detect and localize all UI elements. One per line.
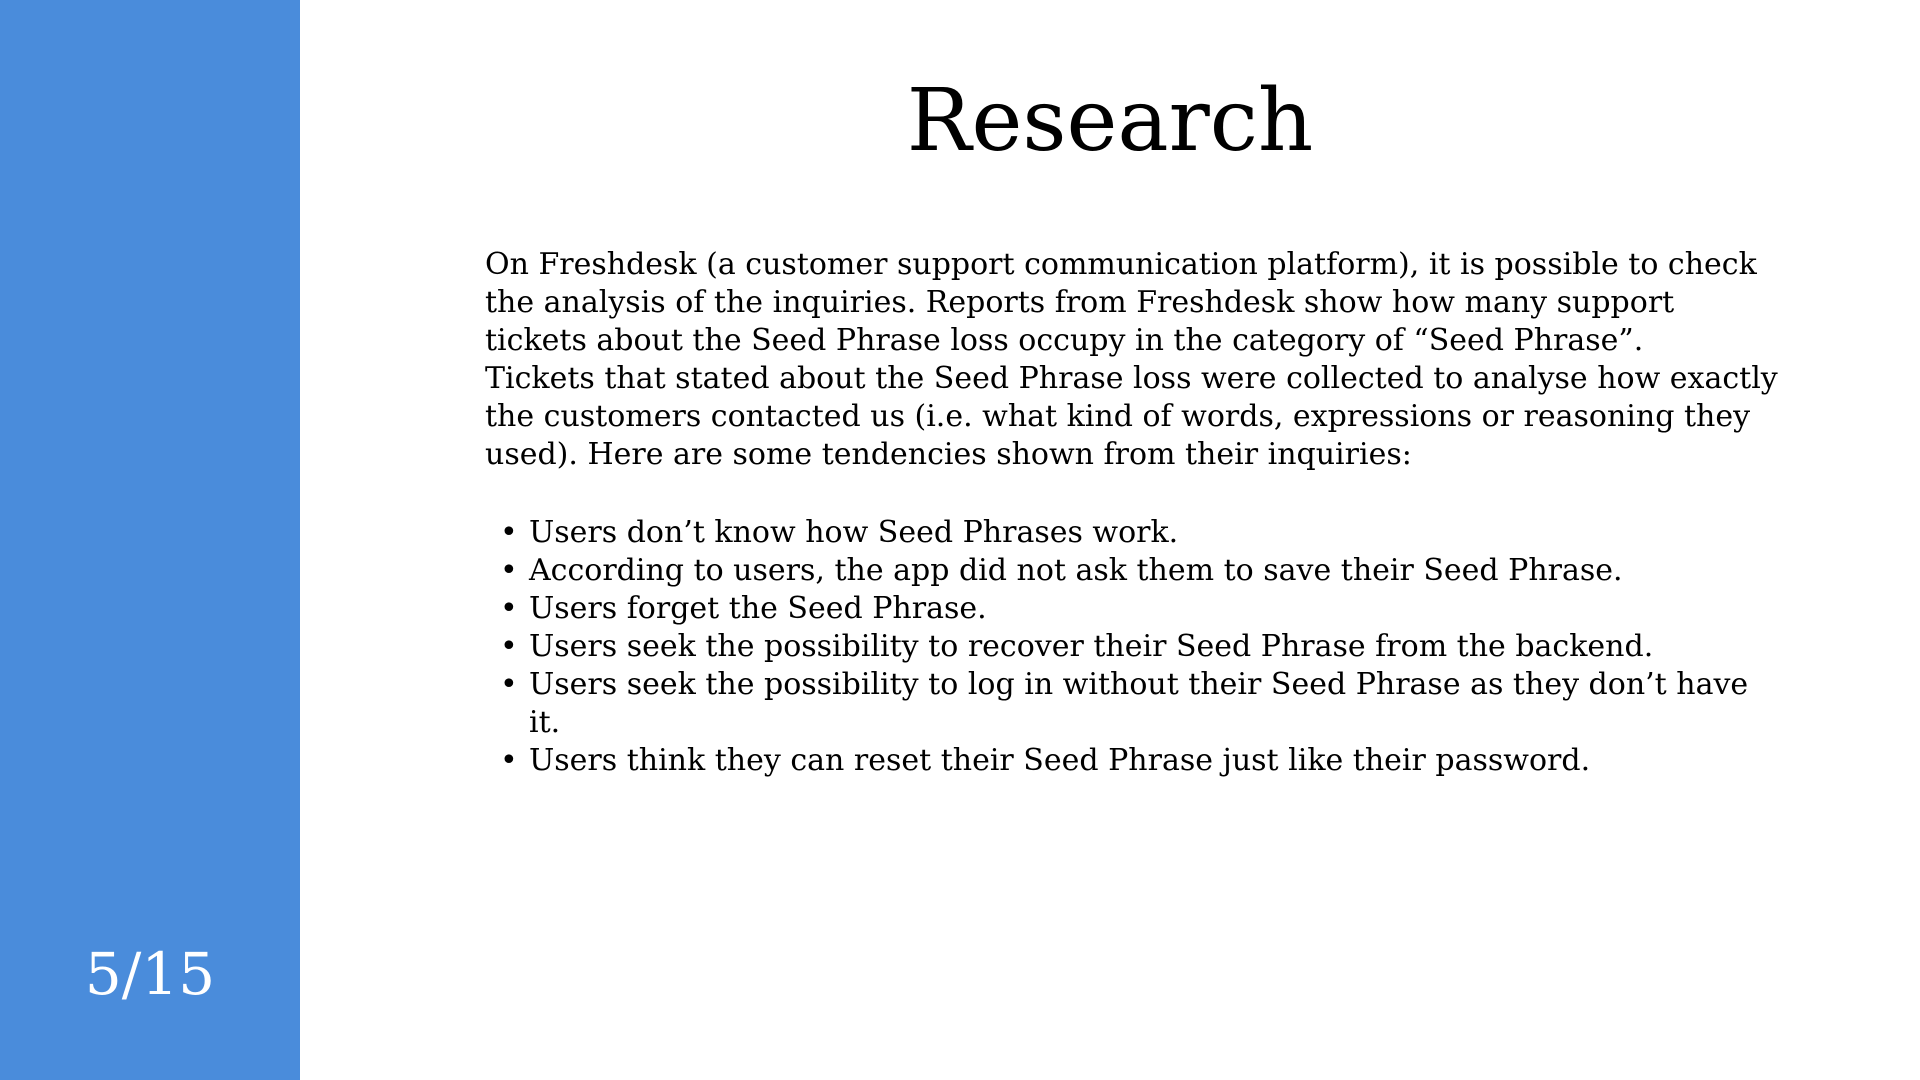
- paragraph-spacer: [485, 474, 1785, 514]
- sidebar-accent-bar: [0, 0, 300, 1080]
- list-item-text: According to users, the app did not ask them to save their Seed Phrase.: [529, 553, 1623, 588]
- list-item: [485, 514, 1785, 552]
- intro-paragraph: On Freshdesk (a customer support communication platform), it is possible to check the analysis of the inquiries. Reports from Freshdesk show how many support tickets about the Seed Phrase loss occupy in the category of “Seed Phrase”.: [485, 247, 1757, 358]
- tendencies-list: [485, 514, 1785, 780]
- list-item: [485, 590, 1785, 628]
- list-item: [485, 628, 1785, 666]
- bullet-icon: •: [500, 591, 518, 626]
- list-item-text: Users forget the Seed Phrase.: [529, 591, 987, 626]
- list-item-text: Users don’t know how Seed Phrases work.: [529, 515, 1179, 550]
- bullet-icon: •: [500, 629, 518, 664]
- list-item-text: Users seek the possibility to recover their Seed Phrase from the backend.: [529, 629, 1654, 664]
- slide-body: [485, 246, 1785, 780]
- list-item: [485, 742, 1785, 780]
- list-item-text: Users seek the possibility to log in without their Seed Phrase as they don’t have it.: [529, 667, 1749, 740]
- list-item: [485, 666, 1785, 742]
- list-item: [485, 552, 1785, 590]
- method-paragraph: Tickets that stated about the Seed Phrase loss were collected to analyse how exactly the customers contacted us (i.e. what kind of words, expressions or reasoning they used). Here are some tendencies shown from their inquiries:: [485, 361, 1778, 472]
- bullet-icon: •: [500, 553, 518, 588]
- list-item-text: Users think they can reset their Seed Phrase just like their password.: [529, 743, 1591, 778]
- bullet-icon: •: [500, 667, 518, 702]
- page-number: 5/15: [84, 940, 216, 1008]
- bullet-icon: •: [500, 515, 518, 550]
- bullet-icon: •: [500, 743, 518, 778]
- slide-title: Research: [906, 71, 1314, 171]
